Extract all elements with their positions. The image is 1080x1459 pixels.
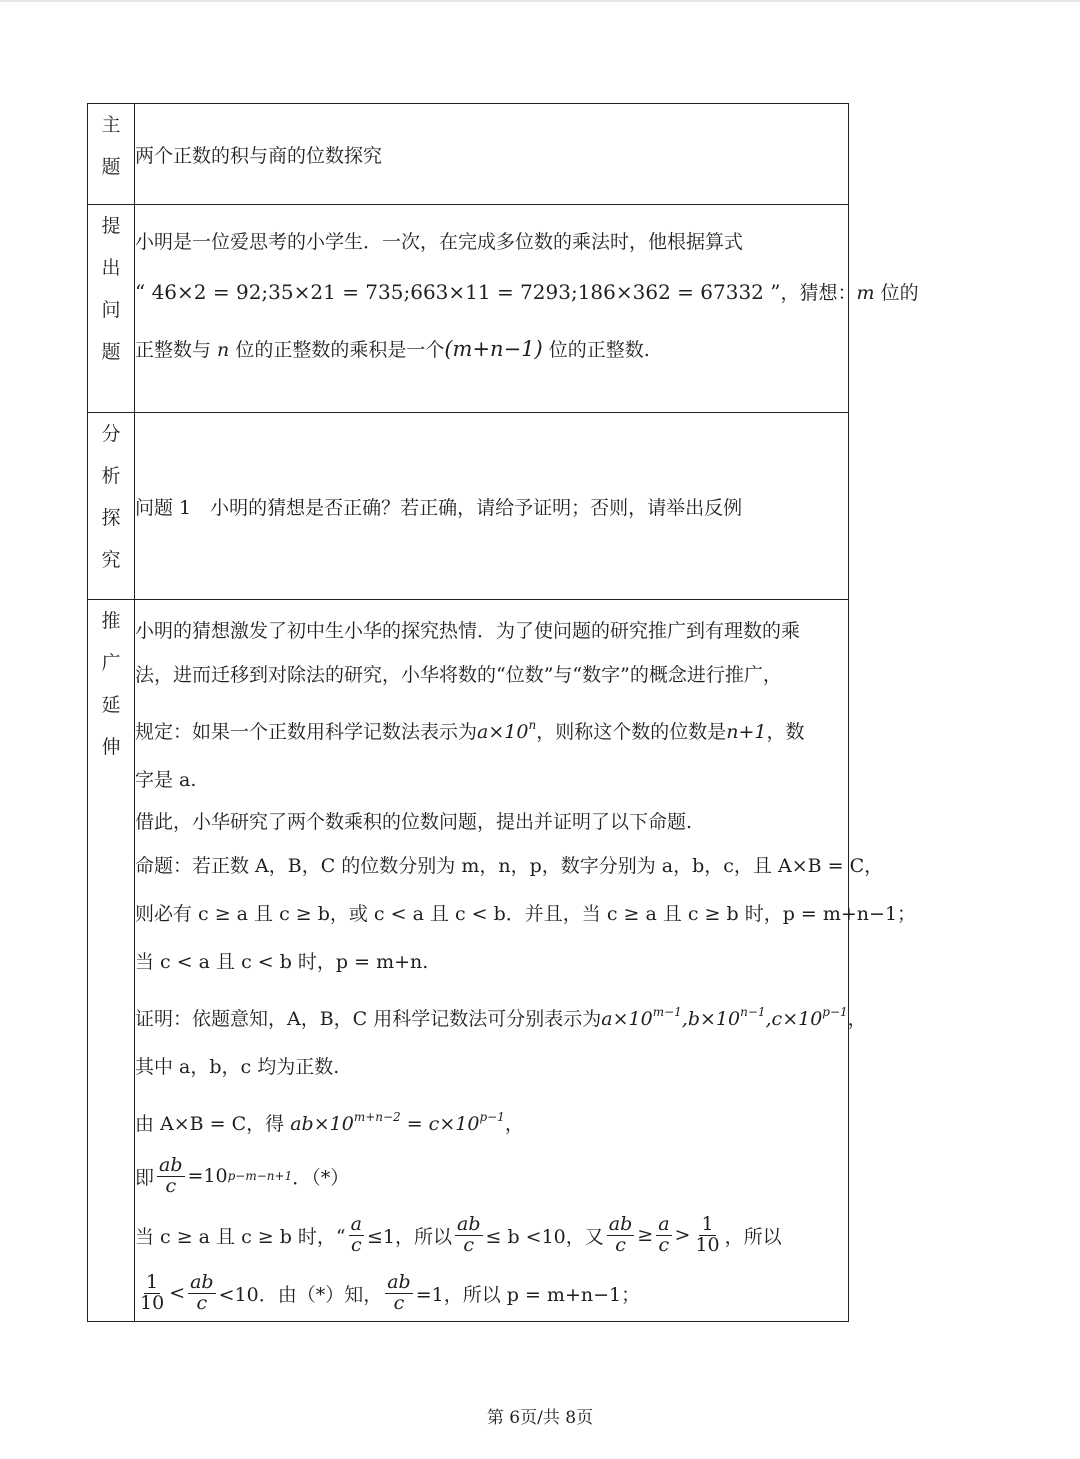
scan-top-edge (0, 0, 1080, 2)
ext-line-10: 其中 a，b，c 均为正数. (135, 1056, 340, 1078)
fraction-ab-c: $\frac{ab}{c}$ (159, 1153, 183, 1197)
ext-line-9: 证明：依题意知，A，B，C 用科学记数法可分别表示为$a\times 10^{m-1},b\times 10^{n-1},c\times 10^{p-1}$， (135, 1005, 867, 1030)
label-analysis: 分 析 探 究 (88, 413, 135, 600)
label-extension: 推 广 延 伸 (88, 600, 135, 1322)
ext-line-14: $\frac{1}{10}$ < $\frac{ab}{c}$ <10．由（*）知， $\frac{ab}{c}$ =1，所以 p = m+n−1； (140, 1270, 641, 1314)
question-line-3: 正整数与 n 位的正整数的乘积是一个(m+n−1) 位的正整数. (135, 337, 650, 361)
ext-line-5: 借此，小华研究了两个数乘积的位数问题，提出并证明了以下命题. (135, 811, 693, 833)
ext-line-7: 则必有 c ≥ a 且 c ≥ b，或 c < a 且 c < b．并且，当 c ≥ a 且 c ≥ b 时，p = m+n−1； (135, 903, 917, 925)
row-topic (88, 104, 849, 205)
topic-text: 两个正数的积与商的位数探究 (135, 104, 849, 205)
ext-line-3: 规定：如果一个正数用科学记数法表示为$a\times 10^n$，则称这个数的位数是n+1，数 (135, 718, 805, 743)
row-extension (88, 600, 849, 1322)
ext-line-4: 字是 a. (135, 769, 197, 791)
question-line-1: 小明是一位爱思考的小学生．一次，在完成多位数的乘法时，他根据算式 (135, 231, 744, 253)
worksheet-table (87, 103, 919, 1322)
question-line-2: “ 46×2 = 92;35×21 = 735;663×11 = 7293;186×362 = 67332 ”，猜想：m 位的 (135, 280, 919, 304)
analysis-text: 问题 1 小明的猜想是否正确？若正确，请给予证明；否则，请举出反例 (135, 413, 849, 600)
ext-line-12: 即 $\frac{ab}{c}$ =10 p−m−n+1 ．（*） (135, 1153, 350, 1197)
row-analysis (88, 413, 849, 600)
row-question (88, 205, 849, 413)
question-text (135, 205, 919, 413)
ext-line-6: 命题：若正数 A，B，C 的位数分别为 m，n，p，数字分别为 a，b，c，且 A×B = C， (135, 855, 884, 877)
page-number-footer: 第 6页/共 8页 (486, 1408, 594, 1428)
ext-line-2: 法，进而迁移到对除法的研究，小华将数的“位数”与“数字”的概念进行推广， (135, 664, 782, 686)
extension-text (135, 600, 917, 1322)
ext-line-1: 小明的猜想激发了初中生小华的探究热情．为了使问题的研究推广到有理数的乘 (135, 620, 801, 642)
label-topic: 主 题 (88, 104, 135, 205)
label-question: 提 出 问 题 (88, 205, 135, 413)
ext-line-13: 当 c ≥ a 且 c ≥ b 时，“ $\frac{a}{c}$ ≤1，所以 $\frac{ab}{c}$ ≤ b <10，又 $\frac{ab}{c}$ ≥ $\frac{a}{c}$ > $\frac{1}{10}$ ，所以 (135, 1212, 782, 1256)
ext-line-8: 当 c < a 且 c < b 时，p = m+n. (135, 951, 429, 973)
ext-line-11: 由 A×B = C，得 $ab\times 10^{m+n-2} = c\times 10^{p-1}$， (135, 1110, 524, 1135)
